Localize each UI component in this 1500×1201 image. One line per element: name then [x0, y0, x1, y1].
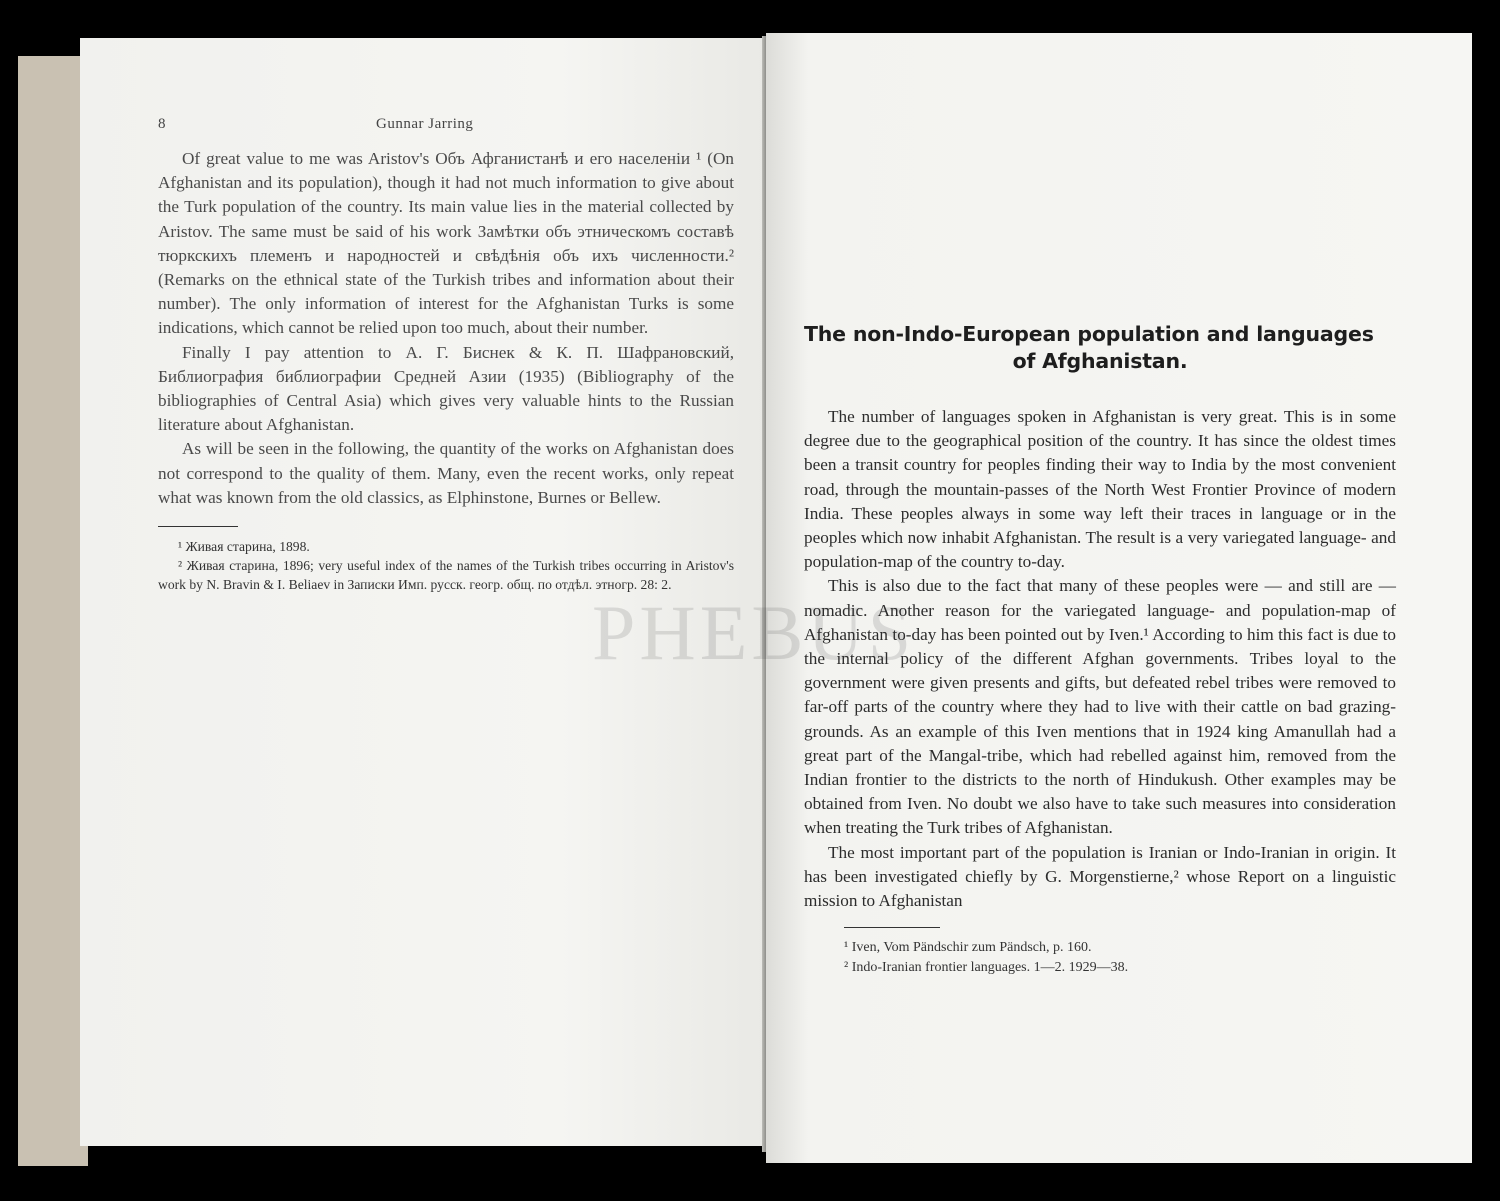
- left-body-text: [158, 147, 734, 510]
- chapter-title: [804, 321, 1396, 375]
- chapter-title-line-2: of Afghanistan.: [1012, 349, 1188, 373]
- paragraph: As will be seen in the following, the quantity of the works on Afghanistan does not correspond to the quality of them. Many, even the recent works, only repeat what was known from the old classics, as Elphinstone, Burnes or Bellew.: [158, 439, 734, 507]
- right-footnotes: [804, 938, 1396, 978]
- footnote-rule: [158, 526, 238, 527]
- paragraph: This is also due to the fact that many of these peoples were — and still are — nomadic. Another reason for the variegated language- and population-map of Afghanistan to-day has been pointed out by Iven.¹ According to him this fact is due to the internal policy of the different Afghan governments. Tribes loyal to the government were given presents and gifts, but defeated rebel tribes were removed to far-off parts of the country where they had to live with their cattle on bad grazing-grounds. As an example of this Iven mentions that in 1924 king Amanullah had a great part of the Mangal-tribe, which had rebelled against him, removed from the Indian frontier to the districts to the north of Hindukush. Other examples may be obtained from Iven. No doubt we also have to take such measures into consideration when treating the Turk tribes of Afghanistan.: [804, 576, 1396, 838]
- chapter-title-line-1: The non-Indo-European population and languages: [804, 322, 1374, 346]
- left-footnotes: [158, 537, 734, 594]
- paragraph: The number of languages spoken in Afghanistan is very great. This is in some degree due to the geographical position of the country. It has since the oldest times been a transit country for peoples finding their way to India by the most convenient road, through the mountain-passes of the North West Frontier Province of modern India. These peoples always in some way left their traces in language or in the peoples which now inhabit Afghanistan. The result is a very variegated language- and population-map of the country to-day.: [804, 407, 1396, 572]
- paragraph: The most important part of the population is Iranian or Indo-Iranian in origin. It has been investigated chiefly by G. Morgenstierne,² whose Report on a linguistic mission to Afghanistan: [804, 842, 1396, 911]
- footnote: ² Indo-Iranian frontier languages. 1—2. 1929—38.: [844, 960, 1129, 976]
- footnote: ¹ Iven, Vom Pändschir zum Pändsch, p. 160.: [844, 940, 1092, 956]
- paragraph: Finally I pay attention to А. Г. Биснек & К. П. Шафрановский, Библиография библиографии Средней Азии (1935) (Bibliography of the bibliographies of Central Asia) which gives very valuable hints to the Russian literature about Afghanistan.: [158, 342, 734, 435]
- footnote: ¹ Живая старина, 1898.: [178, 539, 310, 555]
- running-head: [158, 116, 734, 133]
- footnote: ² Живая старина, 1896; very useful index of the names of the Turkish tribes occurring in Aristov's work by N. Bravin & I. Beliaev in Записки Имп. русск. геогр. общ. по отдѣл. этногр. 28: 2.: [158, 558, 734, 593]
- left-page: [80, 38, 766, 1146]
- footnote-rule: [844, 927, 940, 928]
- author-name: Gunnar Jarring: [376, 116, 474, 132]
- right-page: [766, 33, 1472, 1163]
- page-number: 8: [158, 116, 166, 132]
- right-body-text: [804, 405, 1396, 913]
- paragraph: Of great value to me was Aristov's Объ Афганистанѣ и его населеніи ¹ (On Afghanistan and its population), though it had not much information to give about the Turk population of the country. Its main value lies in the material collected by Aristov. The same must be said of his work Замѣтки объ этническомъ составѣ тюркскихъ племенъ и народностей и свѣдѣнія объ ихъ численности.² (Remarks on the ethnical state of the Turkish tribes and information about their number). The only information of interest for the Afghanistan Turks is some indications, which cannot be relied upon too much, about their number.: [158, 149, 734, 338]
